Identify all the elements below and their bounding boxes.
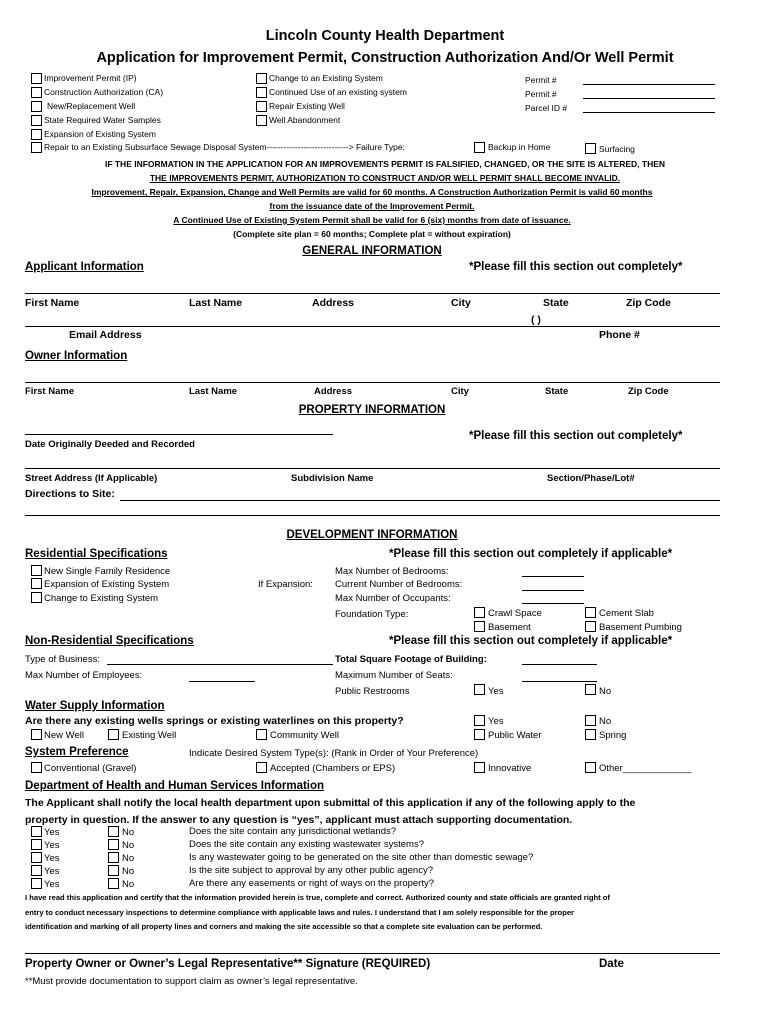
checkbox-basement-plumbing[interactable] [585, 621, 596, 632]
label-last-name: Last Name [189, 297, 243, 309]
phone-area-code: ( ) [531, 314, 541, 326]
street-line[interactable] [25, 468, 720, 469]
label-q3-yes: Yes [44, 853, 60, 864]
label-permit-1: Permit # [525, 75, 557, 85]
checkbox-q5-no[interactable] [108, 878, 119, 889]
form-title: Application for Improvement Permit, Construction Authorization And/Or Well Permit [96, 50, 674, 66]
applicant-fill-note: *Please fill this section out completely* [469, 261, 683, 273]
label-water-samples: State Required Water Samples [44, 115, 161, 125]
checkbox-change-system[interactable] [256, 73, 267, 84]
date-label: Date [599, 958, 624, 970]
field-max-bedrooms[interactable] [522, 576, 584, 577]
checkbox-crawl-space[interactable] [474, 607, 485, 618]
label-foundation-type: Foundation Type: [335, 609, 409, 620]
notice-line-6: (Complete site plan = 60 months; Complete plat = without expiration) [233, 229, 511, 239]
signature-label: Property Owner or Owner’s Legal Representative** Signature (REQUIRED) [25, 958, 431, 970]
checkbox-surfacing[interactable] [585, 143, 596, 154]
label-expansion-existing: Expansion of Existing System [44, 579, 170, 590]
field-type-of-business[interactable] [107, 664, 333, 665]
label-type-of-business: Type of Business: [25, 654, 100, 665]
water-supply-heading: Water Supply Information [25, 700, 165, 712]
label-q5-yes: Yes [44, 879, 60, 890]
label-parcel-id: Parcel ID # [525, 103, 568, 113]
applicant-info-heading: Applicant Information [25, 261, 144, 273]
question-4: Is the site subject to approval by any other public agency? [189, 865, 433, 876]
question-3: Is any wastewater going to be generated on the site other than domestic sewage? [189, 852, 534, 863]
checkbox-restrooms-yes[interactable] [474, 684, 485, 695]
label-basement: Basement [488, 622, 531, 633]
label-zip: Zip Code [626, 297, 671, 309]
label-city: City [451, 297, 471, 309]
field-max-employees[interactable] [189, 681, 255, 682]
checkbox-cement-slab[interactable] [585, 607, 596, 618]
label-q1-no: No [122, 827, 135, 838]
label-phone: Phone # [599, 329, 640, 341]
dhhs-paragraph-1: The Applicant shall notify the local health department upon submittal of this application if any of the following apply to the [25, 797, 636, 809]
question-2: Does the site contain any existing wastewater systems? [189, 839, 424, 850]
label-improvement-permit: Improvement Permit (IP) [44, 73, 137, 83]
label-backup-in-home: Backup in Home [488, 142, 551, 152]
checkbox-q4-yes[interactable] [31, 865, 42, 876]
checkbox-improvement-permit[interactable] [31, 73, 42, 84]
label-crawl-space: Crawl Space [488, 608, 542, 619]
label-q4-yes: Yes [44, 866, 60, 877]
checkbox-construction-authorization[interactable] [31, 87, 42, 98]
label-max-bedrooms: Max Number of Bedrooms: [335, 566, 449, 577]
checkbox-new-well[interactable] [31, 101, 42, 112]
checkbox-q4-no[interactable] [108, 865, 119, 876]
label-other: Other_____________ [599, 763, 692, 774]
label-change-existing: Change to Existing System [44, 593, 159, 604]
label-owner-state: State [545, 386, 569, 397]
system-preference-heading: System Preference [25, 746, 129, 758]
owner-top-line[interactable] [25, 382, 720, 383]
label-public-restrooms: Public Restrooms [335, 686, 410, 697]
label-q4-no: No [122, 866, 135, 877]
non-residential-fill-note: *Please fill this section out completely if applicable* [389, 635, 673, 647]
label-public-water: Public Water [488, 730, 542, 741]
checkbox-water-yes[interactable] [474, 715, 485, 726]
label-water-no: No [599, 716, 612, 727]
label-state: State [543, 297, 569, 309]
checkbox-expansion-existing[interactable] [31, 578, 42, 589]
checkbox-innovative[interactable] [474, 762, 485, 773]
checkbox-q5-yes[interactable] [31, 878, 42, 889]
checkbox-q2-no[interactable] [108, 839, 119, 850]
label-water-yes: Yes [488, 716, 504, 727]
field-permit-1[interactable] [583, 84, 715, 85]
label-repair-system: Repair to an Existing Subsurface Sewage Disposal System-----------------------------> Failure Type: [44, 142, 405, 152]
label-q5-no: No [122, 879, 135, 890]
label-expansion: Expansion of Existing System [44, 129, 156, 139]
label-new-single-family: New Single Family Residence [44, 566, 171, 577]
label-subdivision: Subdivision Name [291, 473, 374, 484]
field-current-bedrooms[interactable] [522, 590, 584, 591]
label-restrooms-no: No [599, 686, 612, 697]
label-restrooms-yes: Yes [488, 686, 504, 697]
department-title: Lincoln County Health Department [265, 28, 505, 44]
label-owner-last: Last Name [189, 386, 238, 397]
label-q2-yes: Yes [44, 840, 60, 851]
checkbox-other[interactable] [585, 762, 596, 773]
checkbox-community-well[interactable] [256, 729, 267, 740]
checkbox-new-well-water[interactable] [31, 729, 42, 740]
checkbox-q1-no[interactable] [108, 826, 119, 837]
label-q2-no: No [122, 840, 135, 851]
label-section-lot: Section/Phase/Lot# [547, 473, 635, 484]
checkbox-q2-yes[interactable] [31, 839, 42, 850]
checkbox-spring[interactable] [585, 729, 596, 740]
label-continued-use: Continued Use of an existing system [269, 87, 407, 97]
label-owner-zip: Zip Code [628, 386, 669, 397]
label-max-employees: Max Number of Employees: [25, 670, 143, 681]
notice-line-1: IF THE INFORMATION IN THE APPLICATION FOR AN IMPROVEMENTS PERMIT IS FALSIFIED, CHANGED, OR THE SITE IS ALTERED, THEN [104, 159, 666, 169]
checkbox-existing-well[interactable] [108, 729, 119, 740]
label-directions: Directions to Site: [25, 488, 115, 500]
applicant-top-line [25, 293, 720, 294]
label-well-abandonment: Well Abandonment [269, 115, 341, 125]
checkbox-accepted[interactable] [256, 762, 267, 773]
deeded-line[interactable] [25, 434, 333, 435]
dhhs-paragraph-2: property in question. If the answer to any question is “yes”, applicant must attach supporting documentation. [25, 814, 573, 826]
directions-line-1[interactable] [120, 500, 720, 501]
label-address: Address [312, 297, 355, 309]
system-indicate-text: Indicate Desired System Type(s): (Rank in Order of Your Preference) [189, 748, 479, 759]
checkbox-repair-system[interactable] [31, 142, 42, 153]
checkbox-continued-use[interactable] [256, 87, 267, 98]
label-q3-no: No [122, 853, 135, 864]
label-first-name: First Name [25, 297, 80, 309]
label-max-seats: Maximum Number of Seats: [335, 670, 453, 681]
checkbox-q1-yes[interactable] [31, 826, 42, 837]
label-max-occupants: Max Number of Occupants: [335, 593, 451, 604]
notice-line-2: THE IMPROVEMENTS PERMIT, AUTHORIZATION TO CONSTRUCT AND/OR WELL PERMIT SHALL BECOME INVALID. [149, 173, 621, 183]
checkbox-change-existing[interactable] [31, 592, 42, 603]
general-info-heading: GENERAL INFORMATION [302, 245, 442, 257]
label-new-well: New/Replacement Well [47, 101, 136, 111]
label-new-well-water: New Well [44, 730, 84, 741]
dhhs-heading: Department of Health and Human Services Information [25, 780, 325, 792]
checkbox-repair-well[interactable] [256, 101, 267, 112]
residential-fill-note: *Please fill this section out completely if applicable* [389, 548, 673, 560]
label-street-address: Street Address (If Applicable) [25, 473, 158, 484]
label-conventional: Conventional (Gravel) [44, 763, 137, 774]
checkbox-restrooms-no[interactable] [585, 684, 596, 695]
notice-line-4: from the issuance date of the Improvement Permit. [269, 201, 475, 211]
label-surfacing: Surfacing [599, 144, 635, 154]
field-max-occupants[interactable] [522, 603, 584, 604]
notice-line-5: A Continued Use of Existing System Permit shall be valid for 6 (six) months from date of issuance. [173, 215, 571, 225]
label-basement-plumbing: Basement Pumbing [599, 622, 682, 633]
label-total-sqft: Total Square Footage of Building: [335, 654, 487, 665]
signature-line[interactable] [25, 953, 720, 954]
water-question: Are there any existing wells springs or existing waterlines on this property? [25, 715, 404, 727]
label-innovative: Innovative [488, 763, 532, 774]
label-existing-well: Existing Well [122, 730, 177, 741]
checkbox-well-abandonment[interactable] [256, 115, 267, 126]
question-5: Are there any easements or right of ways on the property? [189, 878, 435, 889]
non-residential-heading: Non-Residential Specifications [25, 635, 194, 647]
label-email: Email Address [69, 329, 142, 341]
label-community-well: Community Well [270, 730, 339, 741]
label-owner-first: First Name [25, 386, 75, 397]
label-accepted: Accepted (Chambers or EPS) [270, 763, 396, 774]
certification-line-3: identification and marking of all property lines and corners and making the site accessible so that a complete site evaluation can be performed. [25, 922, 543, 931]
checkbox-backup-in-home[interactable] [474, 142, 485, 153]
development-info-heading: DEVELOPMENT INFORMATION [286, 529, 458, 541]
checkbox-water-samples[interactable] [31, 115, 42, 126]
label-change-system: Change to an Existing System [269, 73, 383, 83]
field-permit-2[interactable] [583, 98, 715, 99]
label-construction-authorization: Construction Authorization (CA) [44, 87, 164, 97]
checkbox-public-water[interactable] [474, 729, 485, 740]
email-line[interactable] [25, 326, 720, 327]
certification-line-1: I have read this application and certify that the information provided herein is true, complete and correct. Authorized county and state officials are granted right of [25, 893, 610, 902]
label-cement-slab: Cement Slab [599, 608, 654, 619]
checkbox-q3-yes[interactable] [31, 852, 42, 863]
question-1: Does the site contain any jurisdictional wetlands? [189, 826, 397, 837]
property-info-heading: PROPERTY INFORMATION [298, 404, 446, 416]
signature-note: **Must provide documentation to support claim as owner’s legal representative. [25, 976, 358, 987]
checkbox-new-single-family[interactable] [31, 565, 42, 576]
owner-info-heading: Owner Information [25, 350, 128, 362]
label-current-bedrooms: Current Number of Bedrooms: [335, 579, 463, 590]
checkbox-expansion[interactable] [31, 129, 42, 140]
property-fill-note: *Please fill this section out completely* [469, 430, 683, 442]
residential-heading: Residential Specifications [25, 548, 168, 560]
label-permit-2: Permit # [525, 89, 557, 99]
checkbox-q3-no[interactable] [108, 852, 119, 863]
checkbox-water-no[interactable] [585, 715, 596, 726]
label-spring: Spring [599, 730, 627, 741]
label-q1-yes: Yes [44, 827, 60, 838]
field-total-sqft[interactable] [522, 664, 597, 665]
label-repair-well: Repair Existing Well [269, 101, 345, 111]
checkbox-conventional[interactable] [31, 762, 42, 773]
directions-line-2[interactable] [25, 515, 720, 516]
field-parcel-id[interactable] [583, 112, 715, 113]
field-max-seats[interactable] [522, 681, 597, 682]
label-owner-address: Address [314, 386, 353, 397]
label-deeded: Date Originally Deeded and Recorded [25, 439, 195, 450]
certification-line-2: entry to conduct necessary inspections to determine compliance with applicable laws and rules. I understand that I am solely responsible for the proper [25, 908, 574, 917]
notice-line-3: Improvement, Repair, Expansion, Change and Well Permits are valid for 60 months. A Construction Authorization Permit is valid 60 months [91, 187, 653, 197]
label-if-expansion: If Expansion: [258, 579, 313, 590]
label-owner-city: City [451, 386, 469, 397]
checkbox-basement[interactable] [474, 621, 485, 632]
